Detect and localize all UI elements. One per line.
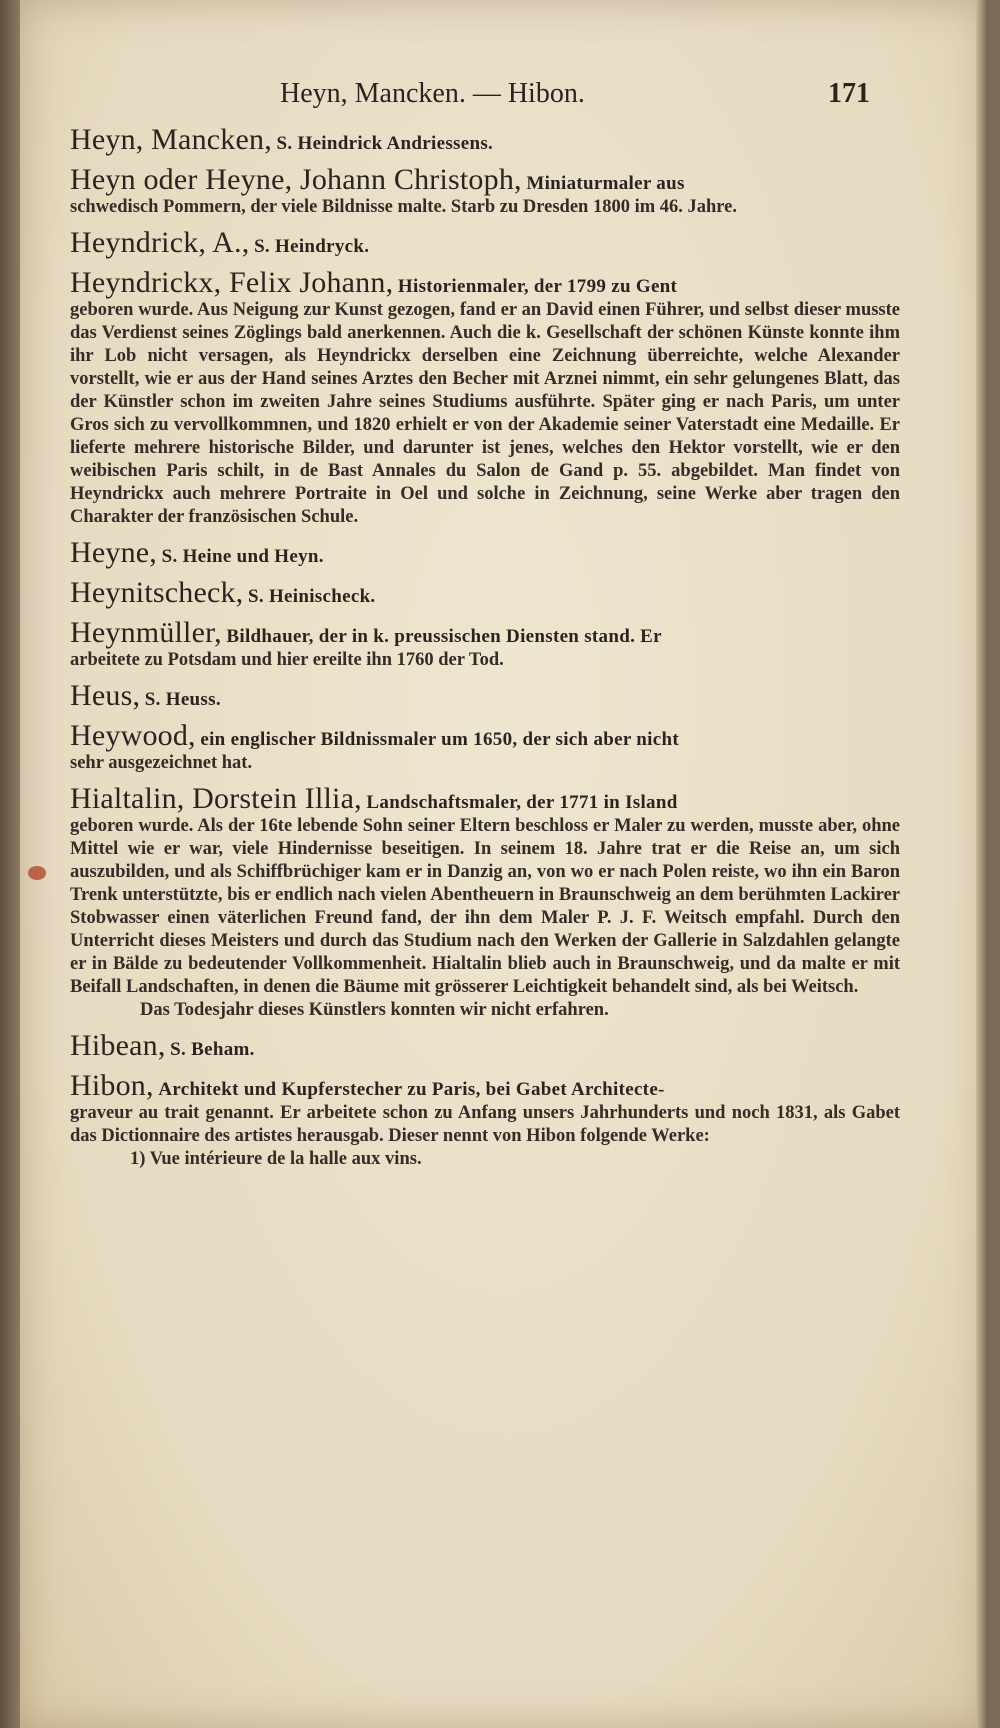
entry-name: Heyn, Mancken, bbox=[70, 123, 272, 156]
entry-description: Miniaturmaler aus bbox=[526, 173, 685, 194]
entry-name: Heywood, bbox=[70, 719, 196, 752]
entry-reference: S. Heindrick Andriessens. bbox=[276, 133, 494, 154]
page-number: 171 bbox=[828, 78, 870, 109]
entry-heywood bbox=[70, 719, 900, 775]
entry-description: Architekt und Kupferstecher zu Paris, bei Gabet Architecte- bbox=[158, 1079, 665, 1100]
entry-reference: S. Heinischeck. bbox=[248, 586, 376, 607]
entry-body: geboren wurde. Aus Neigung zur Kunst gezogen, fand er an David einen Führer, und selbst dieser musste das Verdienst seines Zöglings bald anerkennen. Auch die k. Gesellschaft der schönen Künste konnte ihm ihr Lob nicht versagen, als Heyndrickx derselben eine Zeichnung überreichte, welche Alexander vorstellt, wie er aus der Hand seines Arztes den Becher mit Arznei nimmt, ein sehr gelungenes Blatt, das der Künstler schon im zweiten Jahre seines Studiums ausführte. Später ging er nach Paris, um unter Gros sich zu vervollkommnen, und 1820 erhielt er von der Akademie seiner Vaterstadt eine Medaille. Er lieferte mehrere historische Bilder, und darunter ist jenes, welches den Hektor vorstellt, wie er den weibischen Paris schilt, in de Bast Annales du Salon de Gand p. 55. abgebildet. Man findet von Heyndrickx auch mehrere Portraite in Oel und solche in Zeichnung, seine Werke aber tragen den Charakter der französischen Schule. bbox=[70, 300, 900, 527]
entry-heyne bbox=[70, 536, 900, 569]
entry-body: arbeitete zu Potsdam und hier ereilte ihn 1760 der Tod. bbox=[70, 650, 504, 670]
entry-heus bbox=[70, 679, 900, 712]
entry-list-item: 1) Vue intérieure de la halle aux vins. bbox=[130, 1149, 422, 1169]
book-page bbox=[20, 0, 988, 1728]
entry-name: Hialtalin, Dorstein Illia, bbox=[70, 782, 362, 815]
entry-heyn-johann-christoph bbox=[70, 163, 900, 219]
entry-heyndrickx bbox=[70, 266, 900, 529]
entry-reference: S. Heuss. bbox=[144, 689, 221, 710]
entry-reference: S. Beham. bbox=[170, 1039, 255, 1060]
entry-hibon bbox=[70, 1069, 900, 1171]
entry-description: Historienmaler, der 1799 zu Gent bbox=[397, 276, 678, 297]
ink-spot bbox=[28, 866, 46, 880]
entry-description: Landschaftsmaler, der 1771 in Island bbox=[366, 792, 678, 813]
entry-description: Bildhauer, der in k. preussischen Diensten stand. Er bbox=[226, 626, 662, 647]
entry-heyn-mancken bbox=[70, 123, 900, 156]
dictionary-entries bbox=[70, 123, 900, 1183]
entry-reference: S. Heindryck. bbox=[254, 236, 370, 257]
entry-name: Hibean, bbox=[70, 1029, 166, 1062]
page-edge bbox=[976, 0, 988, 1728]
entry-heyndrick bbox=[70, 226, 900, 259]
book-spine bbox=[0, 0, 20, 1728]
entry-name: Heynitscheck, bbox=[70, 576, 244, 609]
entry-body: sehr ausgezeichnet hat. bbox=[70, 753, 253, 773]
entry-body: schwedisch Pommern, der viele Bildnisse malte. Starb zu Dresden 1800 im 46. Jahre. bbox=[70, 197, 737, 217]
entry-name: Hibon, bbox=[70, 1069, 154, 1102]
entry-name: Heynmüller, bbox=[70, 616, 222, 649]
entry-description: ein englischer Bildnissmaler um 1650, der sich aber nicht bbox=[200, 729, 679, 750]
entry-name: Heyn oder Heyne, Johann Christoph, bbox=[70, 163, 522, 196]
entry-hibean bbox=[70, 1029, 900, 1062]
entry-body: geboren wurde. Als der 16te lebende Sohn seiner Eltern beschloss er Maler zu werden, musste aber, ohne Mittel wie er war, viele Hindernisse beseitigen. In seinem 18. Jahre trat er die Reise an, um sich auszubilden, und als Schiffbrüchiger kam er in Danzig an, von wo er nach Polen reiste, wo ihn ein Baron Trenk unterstützte, bis er endlich nach vielen Abentheuern in Braunschweig an dem berühmten Lackirer Stobwasser einen väterlichen Freund fand, der ihn dem Maler P. J. F. Weitsch empfahl. Durch den Unterricht dieses Meisters und durch das Studium nach den Werken der Gallerie in Salzdahlen gelangte er in Bälde zu bedeutender Vollkommenheit. Hialtalin blieb auch in Braunschweig, und da malte er mit Beifall Landschaften, in denen die Bäume mit grösserer Leichtigkeit behandelt sind, als bei Weitsch. bbox=[70, 816, 900, 997]
entry-hialtalin bbox=[70, 782, 900, 1022]
entry-heynitscheck bbox=[70, 576, 900, 609]
page-header bbox=[20, 78, 988, 118]
entry-reference: S. Heine und Heyn. bbox=[161, 546, 324, 567]
entry-body: graveur au trait genannt. Er arbeitete schon zu Anfang unsers Jahrhunderts und noch 1831, als Gabet das Dictionnaire des artistes herausgab. Dieser nennt von Hibon folgende Werke: bbox=[70, 1103, 900, 1146]
entry-name: Heyndrickx, Felix Johann, bbox=[70, 266, 394, 299]
entry-name: Heyne, bbox=[70, 536, 157, 569]
entry-name: Heyndrick, A., bbox=[70, 226, 250, 259]
entry-name: Heus, bbox=[70, 679, 141, 712]
running-head: Heyn, Mancken. — Hibon. bbox=[280, 78, 585, 109]
entry-note: Das Todesjahr dieses Künstlers konnten wir nicht erfahren. bbox=[140, 1000, 609, 1020]
entry-heynmueller bbox=[70, 616, 900, 672]
